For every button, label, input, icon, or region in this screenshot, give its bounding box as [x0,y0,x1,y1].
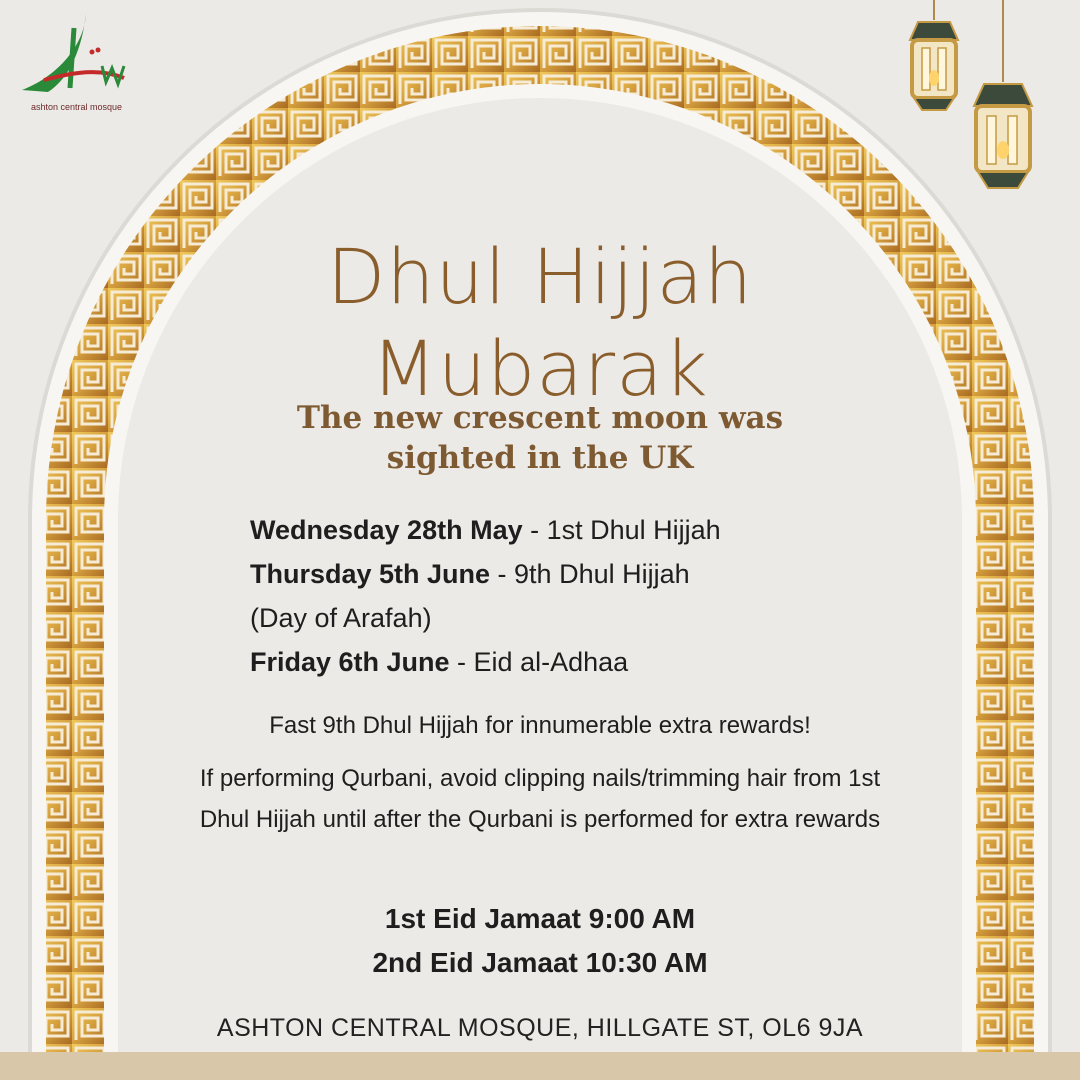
qurbani-note: If performing Qurbani, avoid clipping nails/trimming hair from 1st Dhul Hijjah until after the Qurbani is performed for extra rewards [199,765,881,833]
date-event: - 1st Dhul Hijjah [522,515,721,545]
date-note: (Day of Arafah) [250,603,432,633]
second-jamaat-time: 2nd Eid Jamaat 10:30 AM [372,947,708,978]
fast-note: Fast 9th Dhul Hijjah for innumerable extra rewards! [269,712,811,739]
page-title [0,231,1080,415]
mosque-logo [14,8,139,113]
date-row [250,508,950,552]
date-row [250,640,950,684]
date-row [250,552,950,596]
first-jamaat-time: 1st Eid Jamaat 9:00 AM [384,903,696,934]
footer-strip [0,1052,1080,1080]
date-event: - Eid al-Adhaa [449,647,629,677]
logo-mark-icon [14,8,139,103]
lantern-icon [910,0,958,110]
dates-list [250,508,950,684]
title-line-1: Dhul Hijjah [326,231,754,321]
lantern-icon [974,0,1032,188]
subtitle-line-1: The new crescent moon was [296,400,784,436]
subtitle-line-2: sighted in the UK [386,440,694,476]
logo-text: ashton central mosque [30,102,123,112]
mosque-address: ASHTON CENTRAL MOSQUE, HILLGATE ST, OL6 9JA [216,1014,864,1042]
date-event: - 9th Dhul Hijjah [490,559,690,589]
title-line-2: Mubarak [371,323,709,413]
subtitle [0,398,1080,478]
date-day: Thursday 5th June [250,559,491,589]
date-day: Wednesday 28th May [250,515,523,545]
date-day: Friday 6th June [250,647,450,677]
